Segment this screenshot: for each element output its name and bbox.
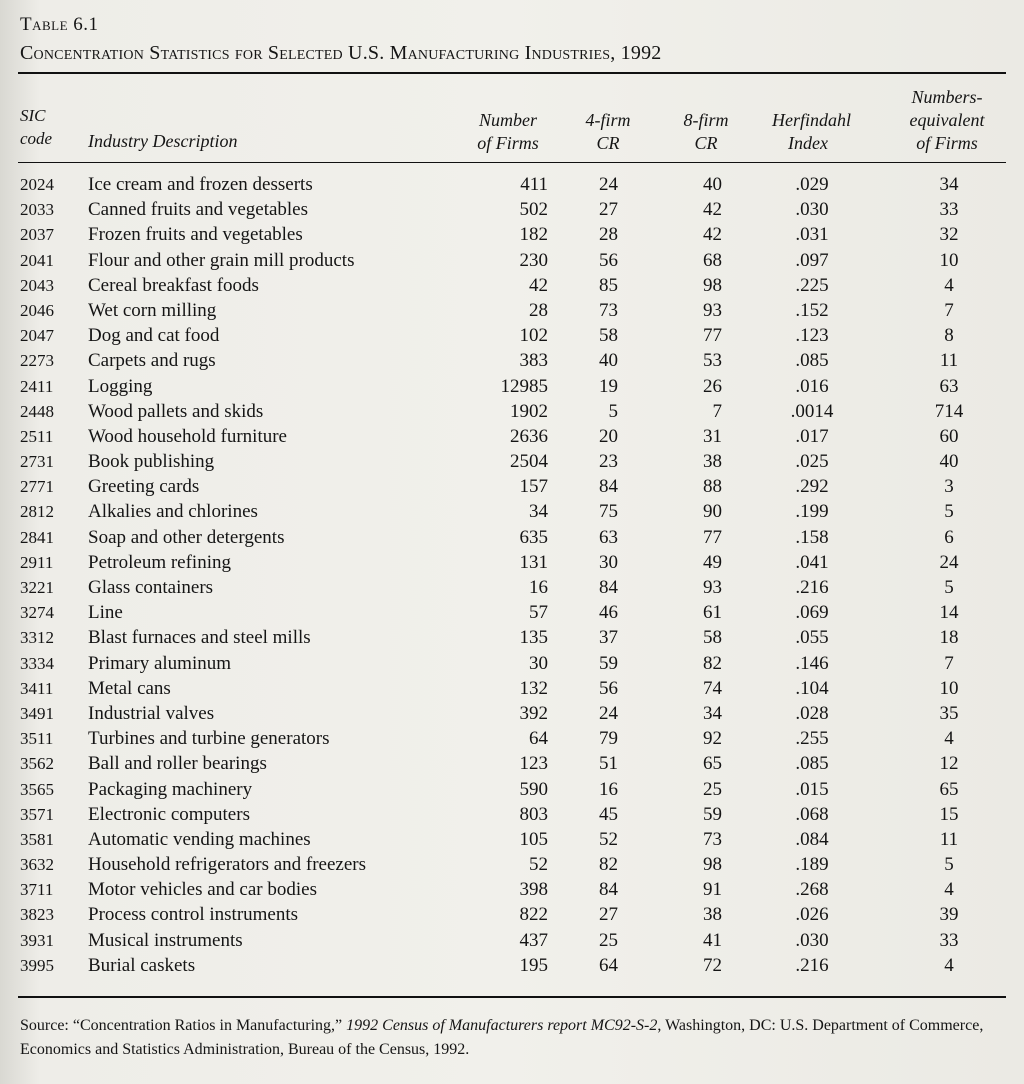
numbers-equivalent-cell: 24 bbox=[939, 551, 959, 573]
number-of-firms-cell: 502 bbox=[519, 199, 548, 221]
table-row bbox=[0, 424, 1024, 449]
herfindahl-index-cell: .030 bbox=[795, 199, 829, 221]
herfindahl-index-cell: .025 bbox=[795, 451, 829, 473]
numbers-equivalent-cell: 33 bbox=[939, 199, 959, 221]
header-sic-line2: code bbox=[20, 129, 53, 148]
herfindahl-index-cell: .104 bbox=[795, 677, 829, 699]
eight-firm-cr-cell: 90 bbox=[703, 501, 722, 523]
table-row bbox=[0, 298, 1024, 323]
herfindahl-index-cell: .041 bbox=[795, 551, 829, 573]
four-firm-cr-cell: 23 bbox=[599, 451, 618, 473]
sic-code-cell: 3312 bbox=[20, 628, 54, 648]
number-of-firms-cell: 131 bbox=[519, 551, 548, 573]
numbers-equivalent-cell: 34 bbox=[939, 174, 959, 195]
header-cr8-line2: CR bbox=[694, 133, 718, 153]
four-firm-cr-cell: 25 bbox=[599, 929, 618, 951]
sic-code-cell: 2273 bbox=[20, 351, 54, 371]
header-neq-line3: of Firms bbox=[916, 133, 978, 153]
number-of-firms-cell: 383 bbox=[519, 350, 548, 372]
numbers-equivalent-cell: 5 bbox=[944, 854, 954, 876]
numbers-equivalent-cell: 65 bbox=[939, 778, 959, 800]
herfindahl-index-cell: .123 bbox=[795, 325, 829, 347]
herfindahl-index-cell: .146 bbox=[795, 652, 829, 674]
numbers-equivalent-cell: 4 bbox=[944, 274, 954, 296]
industry-description-cell: Book publishing bbox=[88, 451, 215, 473]
sic-code-cell: 3274 bbox=[20, 603, 54, 623]
number-of-firms-cell: 437 bbox=[519, 929, 548, 951]
herfindahl-index-cell: .031 bbox=[795, 224, 829, 246]
numbers-equivalent-cell: 18 bbox=[939, 627, 959, 649]
sic-code-cell: 2771 bbox=[20, 477, 54, 497]
numbers-equivalent-cell: 10 bbox=[939, 677, 959, 699]
source-suffix: , Washington, DC: U.S. Department of Commerce, Economics and Statistics Administration, Bureau of the Census, 1992. bbox=[20, 1017, 984, 1058]
table-row bbox=[0, 701, 1024, 726]
number-of-firms-cell: 30 bbox=[529, 652, 548, 674]
number-of-firms-cell: 102 bbox=[519, 325, 548, 347]
herfindahl-index-cell: .216 bbox=[795, 954, 829, 976]
four-firm-cr-cell: 64 bbox=[599, 954, 618, 976]
eight-firm-cr-cell: 72 bbox=[703, 954, 722, 976]
four-firm-cr-cell: 52 bbox=[599, 828, 618, 850]
sic-code-cell: 2024 bbox=[20, 175, 54, 194]
table-row bbox=[0, 777, 1024, 802]
table-row bbox=[0, 600, 1024, 625]
table-label: Table 6.1 bbox=[20, 14, 99, 35]
four-firm-cr-cell: 28 bbox=[599, 224, 618, 246]
four-firm-cr-cell: 75 bbox=[599, 501, 618, 523]
four-firm-cr-cell: 27 bbox=[599, 199, 618, 221]
industry-description-cell: Wood household furniture bbox=[88, 425, 287, 447]
numbers-equivalent-cell: 40 bbox=[939, 451, 959, 473]
number-of-firms-cell: 57 bbox=[529, 602, 548, 624]
sic-code-cell: 3562 bbox=[20, 754, 54, 774]
number-of-firms-cell: 2504 bbox=[510, 451, 548, 473]
numbers-equivalent-cell: 33 bbox=[939, 929, 959, 951]
herfindahl-index-cell: .028 bbox=[795, 702, 829, 724]
industry-description-cell: Automatic vending machines bbox=[88, 828, 311, 850]
table-row bbox=[0, 222, 1024, 247]
numbers-equivalent-cell: 32 bbox=[939, 224, 959, 246]
industry-description-cell: Line bbox=[88, 602, 123, 624]
industry-description-cell: Metal cans bbox=[88, 677, 171, 699]
herfindahl-index-cell: .026 bbox=[795, 904, 829, 926]
number-of-firms-cell: 195 bbox=[519, 954, 548, 976]
number-of-firms-cell: 230 bbox=[519, 249, 548, 271]
eight-firm-cr-cell: 42 bbox=[703, 224, 722, 246]
herfindahl-index-cell: .199 bbox=[795, 501, 829, 523]
sic-code-cell: 3581 bbox=[20, 829, 54, 849]
industry-description-cell: Logging bbox=[88, 375, 153, 397]
table-body bbox=[0, 172, 1024, 978]
four-firm-cr-cell: 84 bbox=[599, 879, 618, 901]
header-firms-line2: of Firms bbox=[477, 133, 539, 153]
industry-description-cell: Frozen fruits and vegetables bbox=[88, 224, 303, 246]
four-firm-cr-cell: 84 bbox=[599, 577, 618, 598]
numbers-equivalent-cell: 7 bbox=[944, 299, 954, 321]
table-row bbox=[0, 374, 1024, 399]
numbers-equivalent-cell: 714 bbox=[934, 400, 964, 422]
eight-firm-cr-cell: 73 bbox=[703, 828, 722, 850]
eight-firm-cr-cell: 65 bbox=[703, 753, 722, 775]
four-firm-cr-cell: 85 bbox=[599, 274, 618, 296]
herfindahl-index-cell: .017 bbox=[795, 425, 829, 447]
table-row bbox=[0, 575, 1024, 600]
header-cr8-line1: 8-firm bbox=[683, 110, 729, 130]
industry-description-cell: Ball and roller bearings bbox=[88, 753, 267, 775]
numbers-equivalent-cell: 7 bbox=[944, 652, 954, 674]
sic-code-cell: 3491 bbox=[20, 703, 54, 723]
numbers-equivalent-cell: 4 bbox=[944, 879, 954, 901]
eight-firm-cr-cell: 74 bbox=[703, 677, 722, 699]
table-row bbox=[0, 449, 1024, 474]
table-row bbox=[0, 953, 1024, 978]
sic-code-cell: 2047 bbox=[20, 326, 54, 346]
number-of-firms-cell: 123 bbox=[519, 753, 548, 775]
number-of-firms-cell: 105 bbox=[519, 828, 548, 850]
header-herfindahl-index bbox=[772, 109, 851, 155]
four-firm-cr-cell: 56 bbox=[599, 249, 618, 271]
eight-firm-cr-cell: 42 bbox=[703, 199, 722, 221]
bottom-rule bbox=[18, 996, 1006, 998]
source-note bbox=[20, 1014, 1005, 1062]
table-row bbox=[0, 802, 1024, 827]
industry-description-cell: Cereal breakfast foods bbox=[88, 274, 259, 296]
sic-code-cell: 3823 bbox=[20, 905, 54, 925]
table-row bbox=[0, 625, 1024, 650]
header-herf-line2: Index bbox=[788, 133, 828, 153]
industry-description-cell: Wood pallets and skids bbox=[88, 400, 264, 422]
table-row bbox=[0, 525, 1024, 550]
industry-description-cell: Flour and other grain mill products bbox=[88, 249, 355, 271]
herfindahl-index-cell: .030 bbox=[795, 929, 829, 951]
eight-firm-cr-cell: 25 bbox=[703, 778, 722, 800]
four-firm-cr-cell: 16 bbox=[599, 778, 618, 800]
table-row bbox=[0, 273, 1024, 298]
header-herf-line1: Herfindahl bbox=[772, 110, 851, 130]
sic-code-cell: 2043 bbox=[20, 275, 54, 295]
herfindahl-index-cell: .016 bbox=[795, 375, 829, 397]
sic-code-cell: 3571 bbox=[20, 804, 54, 824]
industry-description-cell: Wet corn milling bbox=[88, 299, 217, 321]
sic-code-cell: 3995 bbox=[20, 955, 54, 975]
number-of-firms-cell: 392 bbox=[519, 702, 548, 724]
herfindahl-index-cell: .225 bbox=[795, 274, 829, 296]
eight-firm-cr-cell: 59 bbox=[703, 803, 722, 825]
sic-code-cell: 3511 bbox=[20, 729, 54, 749]
eight-firm-cr-cell: 7 bbox=[712, 400, 722, 422]
table-row bbox=[0, 323, 1024, 348]
four-firm-cr-cell: 19 bbox=[599, 375, 618, 397]
source-report: 1992 Census of Manufacturers report MC92-S-2 bbox=[346, 1017, 658, 1034]
industry-description-cell: Motor vehicles and car bodies bbox=[88, 879, 317, 901]
eight-firm-cr-cell: 31 bbox=[703, 425, 722, 447]
four-firm-cr-cell: 56 bbox=[599, 677, 618, 699]
sic-code-cell: 2037 bbox=[20, 225, 54, 245]
number-of-firms-cell: 64 bbox=[529, 728, 548, 750]
four-firm-cr-cell: 27 bbox=[599, 904, 618, 926]
numbers-equivalent-cell: 5 bbox=[944, 501, 954, 523]
table-row bbox=[0, 550, 1024, 575]
numbers-equivalent-cell: 15 bbox=[939, 803, 959, 825]
numbers-equivalent-cell: 35 bbox=[939, 702, 959, 724]
eight-firm-cr-cell: 98 bbox=[703, 274, 722, 296]
numbers-equivalent-cell: 4 bbox=[944, 728, 954, 750]
number-of-firms-cell: 590 bbox=[519, 778, 548, 800]
industry-description-cell: Petroleum refining bbox=[88, 551, 231, 573]
herfindahl-index-cell: .029 bbox=[795, 174, 829, 195]
header-sic-code bbox=[20, 104, 52, 150]
table-row bbox=[0, 651, 1024, 676]
header-cr4-line1: 4-firm bbox=[585, 110, 631, 130]
header-industry-description: Industry Description bbox=[88, 131, 238, 151]
eight-firm-cr-cell: 49 bbox=[703, 551, 722, 573]
sic-code-cell: 3411 bbox=[20, 678, 54, 698]
four-firm-cr-cell: 73 bbox=[599, 299, 618, 321]
industry-description-cell: Burial caskets bbox=[88, 954, 196, 976]
numbers-equivalent-cell: 39 bbox=[939, 904, 959, 926]
herfindahl-index-cell: .085 bbox=[795, 350, 829, 372]
sic-code-cell: 3711 bbox=[20, 880, 54, 900]
table-row bbox=[0, 676, 1024, 701]
table-row bbox=[0, 399, 1024, 424]
table-title: Concentration Statistics for Selected U.S. Manufacturing Industries, 1992 bbox=[20, 42, 662, 64]
industry-description-cell: Musical instruments bbox=[88, 929, 243, 951]
number-of-firms-cell: 12985 bbox=[500, 375, 548, 397]
eight-firm-cr-cell: 93 bbox=[703, 577, 722, 598]
table-row bbox=[0, 348, 1024, 373]
header-cr4-line2: CR bbox=[596, 133, 620, 153]
four-firm-cr-cell: 37 bbox=[599, 627, 618, 649]
number-of-firms-cell: 398 bbox=[519, 879, 548, 901]
eight-firm-cr-cell: 93 bbox=[703, 299, 722, 321]
industry-description-cell: Primary aluminum bbox=[88, 652, 232, 674]
four-firm-cr-cell: 30 bbox=[599, 551, 618, 573]
header-rule bbox=[18, 162, 1006, 163]
table-row bbox=[0, 197, 1024, 222]
four-firm-cr-cell: 46 bbox=[599, 602, 618, 624]
eight-firm-cr-cell: 53 bbox=[703, 350, 722, 372]
eight-firm-cr-cell: 26 bbox=[703, 375, 722, 397]
sic-code-cell: 3931 bbox=[20, 930, 54, 950]
number-of-firms-cell: 135 bbox=[519, 627, 548, 649]
herfindahl-index-cell: .068 bbox=[795, 803, 829, 825]
eight-firm-cr-cell: 40 bbox=[703, 174, 722, 195]
herfindahl-index-cell: .0014 bbox=[790, 400, 834, 422]
sic-code-cell: 2046 bbox=[20, 300, 54, 320]
number-of-firms-cell: 42 bbox=[529, 274, 548, 296]
industry-description-cell: Packaging machinery bbox=[88, 778, 253, 800]
sic-code-cell: 2033 bbox=[20, 200, 54, 220]
industry-description-cell: Electronic computers bbox=[88, 803, 250, 825]
sic-code-cell: 2411 bbox=[20, 376, 54, 396]
eight-firm-cr-cell: 58 bbox=[703, 627, 722, 649]
herfindahl-index-cell: .055 bbox=[795, 627, 829, 649]
sic-code-cell: 2041 bbox=[20, 250, 54, 270]
numbers-equivalent-cell: 6 bbox=[944, 526, 954, 548]
numbers-equivalent-cell: 60 bbox=[939, 425, 959, 447]
table-row bbox=[0, 726, 1024, 751]
sic-code-cell: 2511 bbox=[20, 426, 54, 446]
table-row bbox=[0, 499, 1024, 524]
eight-firm-cr-cell: 61 bbox=[703, 602, 722, 624]
herfindahl-index-cell: .268 bbox=[795, 879, 829, 901]
numbers-equivalent-cell: 12 bbox=[939, 753, 959, 775]
table-row bbox=[0, 852, 1024, 877]
four-firm-cr-cell: 20 bbox=[599, 425, 618, 447]
number-of-firms-cell: 52 bbox=[529, 854, 548, 876]
sic-code-cell: 2448 bbox=[20, 401, 54, 421]
four-firm-cr-cell: 59 bbox=[599, 652, 618, 674]
sic-code-cell: 3565 bbox=[20, 779, 54, 799]
industry-description-cell: Soap and other detergents bbox=[88, 526, 285, 548]
sic-code-cell: 2812 bbox=[20, 502, 54, 522]
herfindahl-index-cell: .097 bbox=[795, 249, 829, 271]
herfindahl-index-cell: .255 bbox=[795, 728, 829, 750]
number-of-firms-cell: 2636 bbox=[510, 425, 548, 447]
number-of-firms-cell: 34 bbox=[529, 501, 548, 523]
table-row bbox=[0, 877, 1024, 902]
four-firm-cr-cell: 84 bbox=[599, 476, 618, 498]
numbers-equivalent-cell: 63 bbox=[939, 375, 959, 397]
number-of-firms-cell: 28 bbox=[529, 299, 548, 321]
industry-description-cell: Process control instruments bbox=[88, 904, 299, 926]
eight-firm-cr-cell: 41 bbox=[703, 929, 722, 951]
eight-firm-cr-cell: 38 bbox=[703, 904, 722, 926]
industry-description-cell: Industrial valves bbox=[88, 702, 215, 724]
numbers-equivalent-cell: 11 bbox=[939, 350, 959, 372]
number-of-firms-cell: 1902 bbox=[510, 400, 548, 422]
eight-firm-cr-cell: 88 bbox=[703, 476, 722, 498]
herfindahl-index-cell: .189 bbox=[795, 854, 829, 876]
sic-code-cell: 3632 bbox=[20, 855, 54, 875]
eight-firm-cr-cell: 82 bbox=[703, 652, 722, 674]
four-firm-cr-cell: 5 bbox=[608, 400, 618, 422]
header-neq-line2: equivalent bbox=[909, 110, 985, 130]
herfindahl-index-cell: .292 bbox=[795, 476, 829, 498]
table-row bbox=[0, 928, 1024, 953]
industry-description-cell: Carpets and rugs bbox=[88, 350, 216, 372]
header-number-of-firms bbox=[472, 109, 544, 155]
four-firm-cr-cell: 79 bbox=[599, 728, 618, 750]
industry-description-cell: Dog and cat food bbox=[88, 325, 220, 347]
herfindahl-index-cell: .015 bbox=[795, 778, 829, 800]
number-of-firms-cell: 132 bbox=[519, 677, 548, 699]
numbers-equivalent-cell: 11 bbox=[939, 828, 959, 850]
number-of-firms-cell: 822 bbox=[519, 904, 548, 926]
table-row bbox=[0, 248, 1024, 273]
numbers-equivalent-cell: 8 bbox=[944, 325, 954, 347]
eight-firm-cr-cell: 77 bbox=[703, 325, 722, 347]
four-firm-cr-cell: 24 bbox=[599, 174, 618, 195]
sic-code-cell: 3221 bbox=[20, 578, 54, 597]
industry-description-cell: Alkalies and chlorines bbox=[88, 501, 258, 523]
herfindahl-index-cell: .158 bbox=[795, 526, 829, 548]
numbers-equivalent-cell: 14 bbox=[939, 602, 959, 624]
header-sic-line1: SIC bbox=[20, 106, 46, 125]
source-prefix: Source: “Concentration Ratios in Manufacturing,” bbox=[20, 1017, 347, 1034]
number-of-firms-cell: 803 bbox=[519, 803, 548, 825]
industry-description-cell: Ice cream and frozen desserts bbox=[88, 174, 313, 195]
herfindahl-index-cell: .216 bbox=[795, 577, 829, 598]
industry-description-cell: Glass containers bbox=[88, 577, 214, 598]
four-firm-cr-cell: 58 bbox=[599, 325, 618, 347]
eight-firm-cr-cell: 98 bbox=[703, 854, 722, 876]
herfindahl-index-cell: .069 bbox=[795, 602, 829, 624]
eight-firm-cr-cell: 91 bbox=[703, 879, 722, 901]
industry-description-cell: Blast furnaces and steel mills bbox=[88, 627, 311, 649]
table-row bbox=[0, 172, 1024, 197]
four-firm-cr-cell: 51 bbox=[599, 753, 618, 775]
number-of-firms-cell: 635 bbox=[519, 526, 548, 548]
number-of-firms-cell: 411 bbox=[520, 174, 548, 195]
number-of-firms-cell: 182 bbox=[519, 224, 548, 246]
numbers-equivalent-cell: 4 bbox=[944, 954, 954, 976]
industry-description-cell: Greeting cards bbox=[88, 476, 200, 498]
top-rule bbox=[18, 72, 1006, 74]
sic-code-cell: 2731 bbox=[20, 452, 54, 472]
table-row bbox=[0, 751, 1024, 776]
herfindahl-index-cell: .084 bbox=[795, 828, 829, 850]
numbers-equivalent-cell: 3 bbox=[944, 476, 954, 498]
number-of-firms-cell: 16 bbox=[529, 577, 548, 598]
eight-firm-cr-cell: 68 bbox=[703, 249, 722, 271]
header-4-firm-cr bbox=[582, 109, 634, 155]
table-row bbox=[0, 827, 1024, 852]
header-firms-line1: Number bbox=[479, 110, 537, 130]
four-firm-cr-cell: 45 bbox=[599, 803, 618, 825]
table-row bbox=[0, 902, 1024, 927]
numbers-equivalent-cell: 5 bbox=[944, 577, 954, 598]
header-8-firm-cr bbox=[678, 109, 734, 155]
industry-description-cell: Household refrigerators and freezers bbox=[88, 854, 367, 876]
number-of-firms-cell: 157 bbox=[519, 476, 548, 498]
four-firm-cr-cell: 40 bbox=[599, 350, 618, 372]
four-firm-cr-cell: 63 bbox=[599, 526, 618, 548]
sic-code-cell: 2911 bbox=[20, 552, 54, 572]
sic-code-cell: 3334 bbox=[20, 653, 54, 673]
industry-description-cell: Canned fruits and vegetables bbox=[88, 199, 309, 221]
four-firm-cr-cell: 24 bbox=[599, 702, 618, 724]
eight-firm-cr-cell: 38 bbox=[703, 451, 722, 473]
eight-firm-cr-cell: 92 bbox=[703, 728, 722, 750]
eight-firm-cr-cell: 77 bbox=[703, 526, 722, 548]
numbers-equivalent-cell: 10 bbox=[939, 249, 959, 271]
table-row bbox=[0, 474, 1024, 499]
header-numbers-equivalent bbox=[892, 86, 1002, 155]
herfindahl-index-cell: .085 bbox=[795, 753, 829, 775]
four-firm-cr-cell: 82 bbox=[599, 854, 618, 876]
eight-firm-cr-cell: 34 bbox=[703, 702, 722, 724]
industry-description-cell: Turbines and turbine generators bbox=[88, 728, 330, 750]
header-neq-line1: Numbers- bbox=[911, 87, 983, 107]
herfindahl-index-cell: .152 bbox=[795, 299, 829, 321]
sic-code-cell: 2841 bbox=[20, 527, 54, 547]
